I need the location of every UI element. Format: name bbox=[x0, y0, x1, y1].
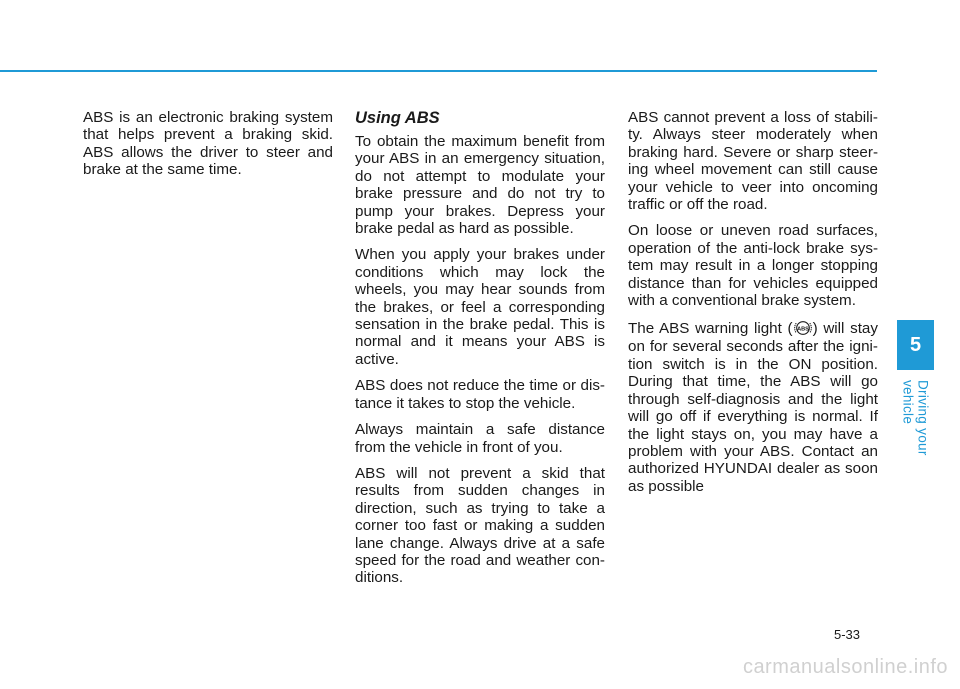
text-span: The ABS warning light ( bbox=[628, 320, 793, 338]
page-number: 5-33 bbox=[834, 627, 861, 642]
paragraph: On loose or uneven road surfaces, operation of the anti-lock brake sys-tem may result in a longer stopping distance than for vehicles equipped with a conventional brake system. bbox=[628, 222, 878, 310]
chapter-title: Driving your vehicle bbox=[900, 380, 931, 456]
abs-icon-label: ABS bbox=[796, 326, 809, 333]
header-rule bbox=[0, 70, 877, 72]
paragraph: Always maintain a safe distance from the vehicle in front of you. bbox=[355, 421, 605, 456]
paragraph: ABS is an electronic braking system that helps prevent a braking skid. ABS allows the driver to steer and brake at the same time. bbox=[83, 109, 333, 179]
paragraph: ABS will not prevent a skid that results from sudden changes in direction, such as trying to take a corner too fast or making a sudden lane change. Always drive at a safe speed for the road and weather con-ditions. bbox=[355, 464, 605, 587]
watermark: carmanualsonline.info bbox=[742, 656, 948, 678]
chapter-number-tab: 5 bbox=[897, 320, 934, 370]
column-1 bbox=[83, 109, 333, 188]
text-span: ) will stay on for several seconds after the igni-tion switch is in the ON position. During that time, the ABS will go through self-diagnosis and the light will go off if everything is normal. If the light stays on, you may have a problem with your ABS. Contact an authorized HYUNDAI dealer as soon as possible bbox=[628, 320, 878, 495]
paragraph: ABS does not reduce the time or dis-tance it takes to stop the vehicle. bbox=[355, 377, 605, 412]
paragraph-abs-warning bbox=[628, 318, 878, 495]
paragraph: When you apply your brakes under conditions which may lock the wheels, you may hear sounds from the brakes, or feel a corresponding sensation in the brake pedal. This is normal and it means your ABS is active. bbox=[355, 246, 605, 368]
paragraph: ABS cannot prevent a loss of stabili-ty. Always steer moderately when braking hard. Severe or sharp steer-ing wheel movement can still cause your vehicle to veer into oncoming traffic or off the road. bbox=[628, 109, 878, 214]
section-heading: Using ABS bbox=[355, 109, 440, 127]
paragraph: To obtain the maximum benefit from your ABS in an emergency situation, do not attempt to modulate your brake pressure and do not try to pump your brakes. Depress your brake pedal as hard as possible. bbox=[355, 133, 605, 238]
column-2 bbox=[355, 109, 605, 596]
abs-warning-light-icon bbox=[793, 318, 813, 338]
column-3 bbox=[628, 109, 878, 504]
